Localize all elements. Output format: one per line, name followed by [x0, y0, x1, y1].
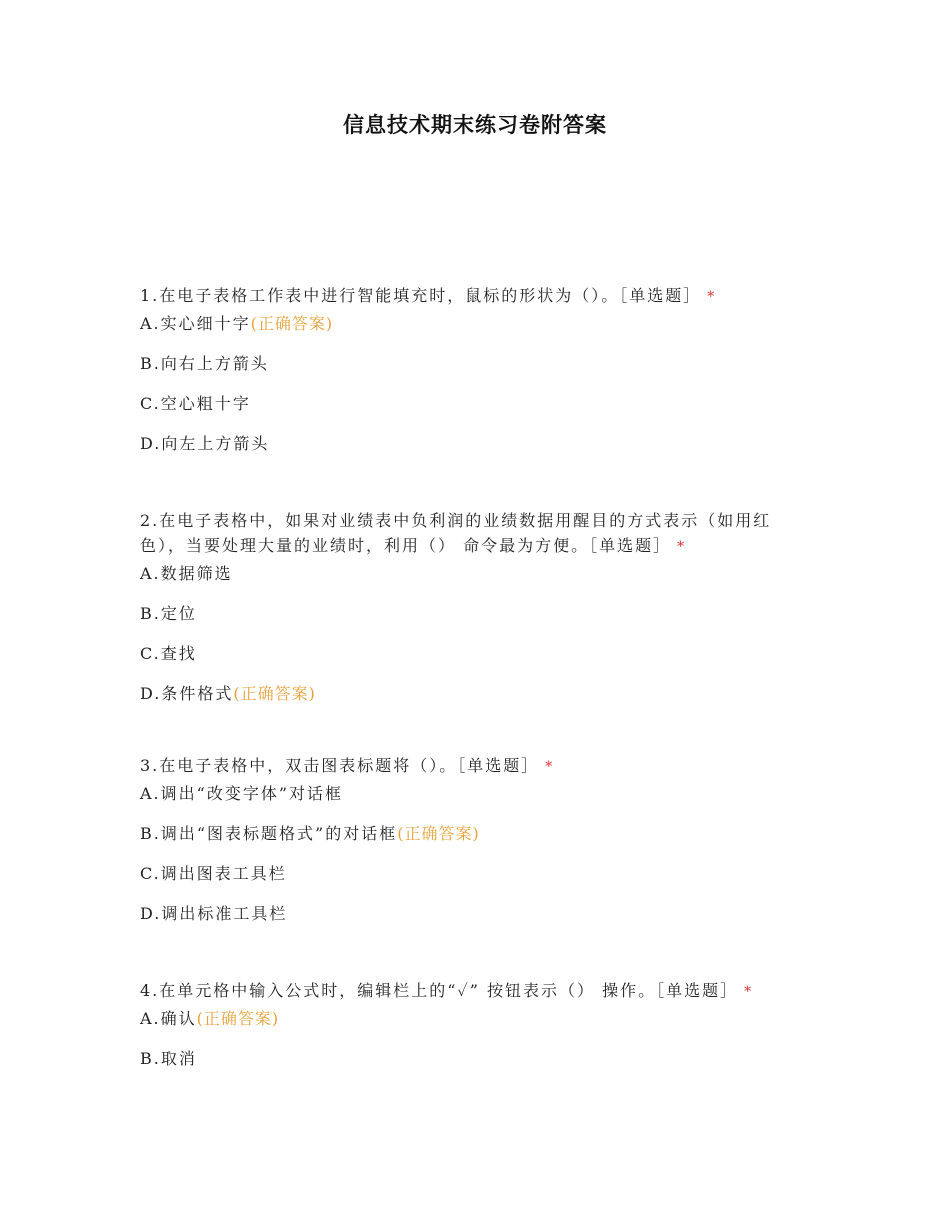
- option-a: A.调出“改变字体”对话框: [140, 784, 344, 803]
- question-stem: 4.在单元格中输入公式时，编辑栏上的“✓” 按钮表示（） 操作。［单选题］ *: [140, 981, 754, 1000]
- option-a: A.实心细十字(正确答案): [140, 314, 334, 333]
- required-mark: *: [545, 759, 555, 775]
- option-c: C.空心粗十字: [140, 394, 251, 413]
- question-4: [140, 978, 812, 1069]
- document-title: 信息技术期末练习卷附答案: [343, 113, 607, 137]
- option-c: C.调出图表工具栏: [140, 864, 287, 883]
- correct-answer-tag: (正确答案): [250, 314, 334, 333]
- question-2: [140, 508, 812, 704]
- required-mark: *: [744, 984, 754, 1000]
- required-mark: *: [707, 289, 717, 305]
- option-d: D.条件格式(正确答案): [140, 684, 316, 703]
- question-3: [140, 753, 812, 924]
- required-mark: *: [677, 539, 687, 555]
- option-b: B.向右上方箭头: [140, 354, 269, 373]
- option-a: A.确认(正确答案): [140, 1009, 280, 1028]
- correct-answer-tag: (正确答案): [233, 684, 316, 703]
- option-b: B.取消: [140, 1049, 197, 1068]
- correct-answer-tag: (正确答案): [196, 1009, 280, 1028]
- option-d: D.向左上方箭头: [140, 434, 270, 453]
- option-b: B.定位: [140, 604, 197, 623]
- question-stem: 2.在电子表格中，如果对业绩表中负利润的业绩数据用醒目的方式表示（如用红色），当要处理大量的业绩时，利用（） 命令最为方便。［单选题］ *: [140, 511, 772, 555]
- question-stem: 1.在电子表格工作表中进行智能填充时，鼠标的形状为（）。［单选题］ *: [140, 286, 717, 305]
- option-a: A.数据筛选: [140, 564, 233, 583]
- correct-answer-tag: (正确答案): [397, 824, 480, 843]
- option-d: D.调出标准工具栏: [140, 904, 288, 923]
- question-1: [140, 283, 812, 454]
- option-b: B.调出“图表标题格式”的对话框(正确答案): [140, 824, 480, 843]
- question-stem: 3.在电子表格中，双击图表标题将（）。［单选题］ *: [140, 756, 555, 775]
- option-c: C.查找: [140, 644, 197, 663]
